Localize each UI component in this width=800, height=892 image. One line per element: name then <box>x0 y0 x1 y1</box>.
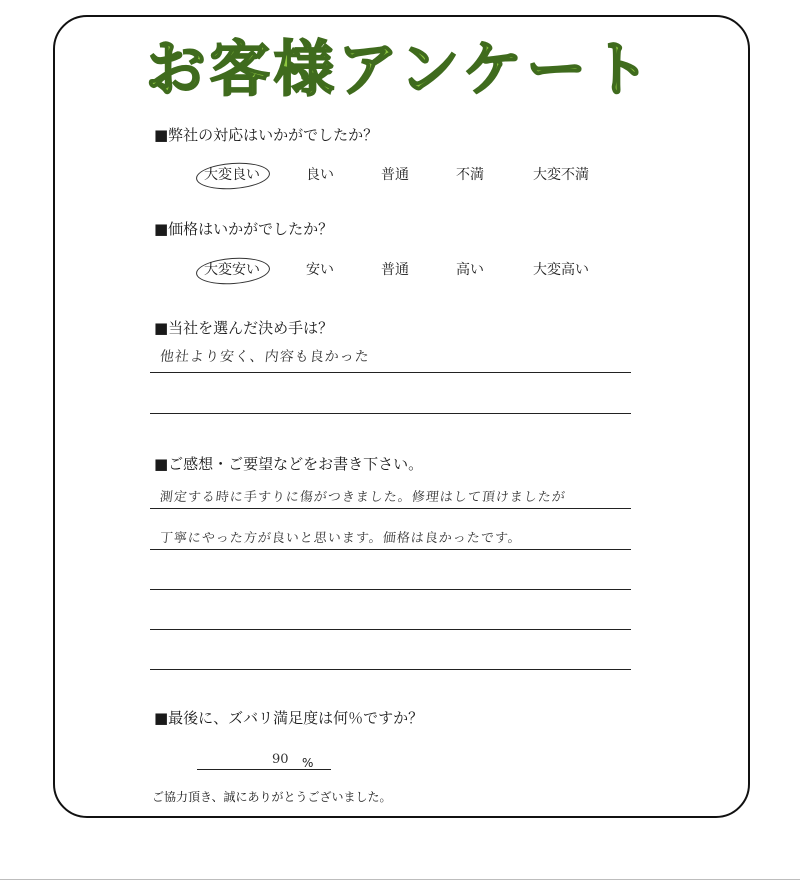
question-service: ■弊社の対応はいかがでしたか？ <box>154 126 379 144</box>
option-price-cheap[interactable]: 安い <box>306 262 334 278</box>
option-service-good[interactable]: 良い <box>306 167 334 183</box>
answer-line <box>150 413 631 414</box>
scan-edge-line <box>0 879 800 880</box>
option-service-bad[interactable]: 不満 <box>456 167 484 183</box>
satisfaction-unit: % <box>302 756 314 770</box>
answer-line <box>150 372 631 373</box>
thanks-message: ご協力頂き、誠にありがとうございました。 <box>152 790 392 804</box>
question-price: ■価格はいかがでしたか？ <box>154 220 334 238</box>
answer-line <box>150 669 631 670</box>
survey-title: お客様アンケート <box>145 35 655 105</box>
answer-line <box>150 549 631 550</box>
answer-comments-line-2[interactable]: 丁寧にやった方が良いと思います。価格は良かったです。 <box>159 531 523 546</box>
satisfaction-line <box>197 769 331 770</box>
option-price-normal[interactable]: 普通 <box>381 262 409 278</box>
answer-line <box>150 508 631 509</box>
question-comments: ■ご感想・ご要望などをお書き下さい。 <box>154 455 424 473</box>
question-satisfaction: ■最後に、ズバリ満足度は何％ですか？ <box>154 709 424 727</box>
option-service-very-bad[interactable]: 大変不満 <box>533 167 589 183</box>
answer-line <box>150 629 631 630</box>
option-price-very-expensive[interactable]: 大変高い <box>533 262 589 278</box>
satisfaction-value[interactable]: 90 <box>272 752 289 767</box>
option-service-very-good[interactable]: 大変良い <box>204 167 260 183</box>
answer-line <box>150 589 631 590</box>
answer-reason[interactable]: 他社より安く、内容も良かった <box>159 349 371 365</box>
question-reason: ■当社を選んだ決め手は？ <box>154 319 334 337</box>
option-price-very-cheap[interactable]: 大変安い <box>204 262 260 278</box>
option-service-normal[interactable]: 普通 <box>381 167 409 183</box>
answer-comments-line-1[interactable]: 測定する時に手すりに傷がつきました。修理はして頂けましたが <box>159 490 567 505</box>
option-price-expensive[interactable]: 高い <box>456 262 484 278</box>
